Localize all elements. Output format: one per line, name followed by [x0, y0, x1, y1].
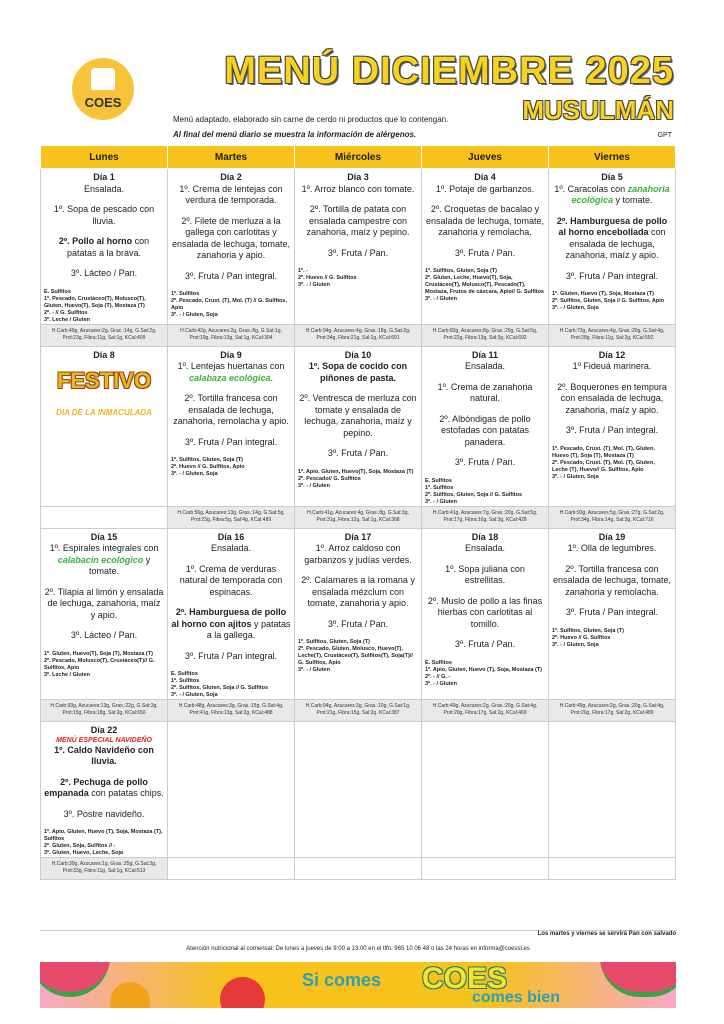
day-title: Día 18 — [471, 531, 499, 542]
day-menu — [295, 169, 421, 259]
dish-item: 3º. Fruta / Pan integral. — [184, 436, 278, 447]
day-title: Día 10 — [344, 349, 372, 360]
orange-icon — [110, 982, 150, 1008]
day-menu — [549, 347, 675, 437]
nutrition-cell — [295, 700, 422, 722]
nutrition-cell — [168, 324, 295, 346]
allergen-info: E. Sulfitos 1º. Sulfitos 2º. Sulfitos, Gluten, Soja // G. Sulfitos 3º. - / Gluten, Soja — [171, 671, 269, 698]
holiday-label: DIA DE LA INMACULADA — [56, 407, 152, 417]
nutrition-row — [41, 858, 676, 880]
nutrition-cell — [168, 858, 295, 880]
dish-item: 2º. Tortilla francesa con ensalada de lechuga, tomate, zanahoria y remolacha. — [552, 563, 672, 597]
coes-logo — [72, 58, 134, 120]
allergen-info: 1º. - 2º. Huevo // G. Sulfitos 3º. - / Gluten — [298, 268, 357, 288]
allergen-info: 1º. Sulfitos, Gluten, Soja (T) 2º. Pescado, Gluten, Molusco, Huevo(T), Leche(T), Crustáceo(T), Sulfitos(T), Soja(T)// G. Sulfitos, Apio 3º. - / Gluten — [298, 639, 413, 673]
dish-item: 2º. Pechuga de pollo empanada con patatas chips. — [44, 776, 164, 798]
day-cell — [549, 528, 676, 700]
day-title: Día 4 — [474, 172, 496, 182]
dish-item: 1º. Sopa de cocido con piñones de pasta. — [308, 361, 408, 383]
day-title: Día 17 — [344, 531, 372, 542]
banner-text-3: comes bien — [472, 989, 561, 1006]
dish-item: 2º. Ventresca de merluza con tomate y ensalada de lechuga, zanahoria, maíz y pepino. — [299, 393, 417, 438]
menu-table — [40, 145, 676, 880]
day-cell — [295, 722, 422, 858]
day-title: Día 9 — [220, 349, 242, 360]
day-cell — [422, 346, 549, 506]
nutrition-cell — [168, 700, 295, 722]
nutrition-info: H.Carb:41g, Azucares:4g, Gras.:8g, G.Sat:3g, Prot:31g, Fibra:12g, Sal:1g, KCal:368 — [295, 507, 421, 528]
dish-item: 2º. Tortilla francesa con ensalada de lechuga, zanahoria, remolacha y apio. — [173, 393, 289, 426]
menu-code: GPT — [657, 132, 672, 139]
day-title: Día 8 — [93, 349, 115, 360]
dish-item: 1º. Crema de verduras natural de temporada con espinacas. — [179, 563, 283, 597]
nutrition-info: H.Carb:49g, Azucares:2g, Gras.:20g, G.Sat:4g, Prot:20g, Fibra:17g, Sal:2g, KCal:489 — [549, 700, 675, 721]
day-cell — [295, 346, 422, 506]
nutrition-row — [41, 700, 676, 722]
watermelon-icon — [600, 962, 676, 997]
allergen-info: 1º. Apio, Gluten, Huevo (T), Soja, Mostaza (T), Sulfitos 2º. Gluten, Soja, Sulfitos // - 3º. Gluten, Huevo, Leche, Soja — [44, 829, 163, 856]
nutrition-cell — [422, 324, 549, 346]
dish-item: 3º. Fruta / Pan. — [327, 448, 389, 458]
dish-item: 1º. Sopa de pescado con lluvia. — [53, 204, 155, 226]
dish-item: 1º. Caldo Navideño con lluvia. — [54, 744, 154, 766]
dish-item: 1º. Arroz blanco con tomate. — [301, 183, 415, 194]
nutrition-cell — [422, 506, 549, 528]
nutrition-row — [41, 324, 676, 346]
watermelon-icon — [40, 962, 110, 997]
bread-note: Los martes y viernes se servirá Pan con salvado — [40, 930, 676, 945]
dish-item: 2º. Tilapia al limón y ensalada de lechuga, zanahoria, maíz y apio. — [44, 586, 164, 620]
dish-item: 3º. Fruta / Pan integral. — [184, 650, 278, 661]
nutrition-info: H.Carb:94g, Azucares:4g, Gras.:18g, G.Sat:2g, Prot:34g, Fibra:21g, Sal:1g, KCal:691 — [295, 325, 421, 346]
day-menu — [549, 529, 675, 619]
dish-item: 1º. Caracolas con zanahoria ecológica y tomate. — [554, 183, 670, 205]
dish-item: 2º. Filete de merluza a la gallega con carlotitas y ensalada de lechuga, tomate, zanahoria y apio. — [171, 215, 291, 260]
day-menu — [168, 529, 294, 663]
day-title: Día 12 — [598, 349, 626, 360]
day-title: Día 2 — [220, 172, 242, 182]
day-title: Día 19 — [598, 531, 626, 542]
apple-icon — [220, 977, 265, 1008]
dish-item: 2º. Hamburguesa de pollo al horno encebollada con ensalada de lechuga, zanahoria, maíz y apio. — [556, 215, 668, 260]
day-menu — [295, 529, 421, 631]
allergen-info: E. Sulfitos 1º. Sulfitos 2º. Sulfitos, Gluten, Soja // G. Sulfitos 3º. - / Gluten — [425, 477, 523, 505]
allergen-info: 1º. Gluten, Huevo (T), Soja, Mostaza (T) 2º. Sulfitos, Gluten, Soja // G. Sulfitos, Apio 3º. - / Gluten, Soja — [552, 291, 665, 311]
day-cell — [549, 722, 676, 858]
page-title: MENÚ DICIEMBRE 2025 — [224, 50, 674, 92]
menu-body — [41, 169, 676, 880]
dish-item: 3º. Fruta / Pan integral. — [565, 607, 659, 617]
dish-item: 3º. Fruta / Pan. — [454, 639, 516, 649]
nutrition-cell — [41, 700, 168, 722]
nutrition-cell — [295, 506, 422, 528]
day-menu — [41, 722, 167, 820]
banner-text-2: COES — [422, 962, 508, 995]
day-menu — [295, 347, 421, 460]
day-cell — [422, 722, 549, 858]
day-cell — [549, 346, 676, 506]
dish-item: Ensalada. — [210, 543, 252, 553]
nutrition-info: H.Carb:73g, Azucares:4g, Gras.:20g, G.Sat:4g, Prot:28g, Fibra:11g, Sal:2g, KCal:592 — [549, 325, 675, 346]
dish-item: 1º. Olla de legumbres. — [567, 543, 657, 553]
nutrition-cell — [295, 324, 422, 346]
weekday-header: Jueves — [422, 146, 549, 169]
day-cell — [168, 722, 295, 858]
allergen-info: 1º. Sulfitos 2º. Pescado, Crust. (T), Mol. (T) // G. Sulfitos, Apio 3º. - / Gluten, Soja — [171, 291, 287, 318]
dish-item: 2º. Muslo de pollo a las finas hierbas con carlotitas al tomillo. — [427, 595, 543, 629]
nutrition-cell — [422, 700, 549, 722]
nutrition-cell — [41, 858, 168, 880]
banner-text-1: Si comes — [302, 970, 382, 990]
nutrition-info: H.Carb:93g, Azucares:5g, Gras.:27g, G.Sat:2g, Prot:34g, Fibra:14g, Sal:2g, KCal:716 — [549, 507, 675, 528]
nutrition-info: H.Carb:49g, Azucares:2g, Gras.:20g, G.Sat:4g, Prot:20g, Fibra:17g, Sal:2g, KCal:469 — [422, 700, 548, 721]
nutrition-info: H.Carb:48g, Azucares:3g, Gras.:15g, G.Sat:4g, Prot:41g, Fibra:13g, Sal:2g, KCal:488 — [168, 700, 294, 721]
dish-item: 1º. Lentejas huertanas con calabaza ecológica. — [177, 361, 285, 383]
day-cell — [168, 169, 295, 325]
weekday-header-row — [41, 146, 676, 169]
allergen-info: 1º. Apio, Gluten, Huevo(T), Soja, Mostaza (T) 2º. Pescado// G. Sulfitos 3º. - / Gluten — [298, 468, 414, 489]
allergen-info: E. Sulfitos 1º. Apio, Gluten, Huevo (T), Soja, Mostaza (T) 2º. - // G. - 3º. - / Gluten — [425, 659, 543, 687]
nutrition-cell — [168, 506, 295, 528]
day-menu — [168, 347, 294, 449]
nutrition-info: H.Carb:94g, Azucares:3g, Gras.:10g, G.Sat:1g, Prot:21g, Fibra:15g, Sal:2g, KCal:387 — [295, 700, 421, 721]
dish-item: 1º. Crema de zanahoria natural. — [437, 381, 533, 403]
day-menu — [422, 169, 548, 259]
logo-text: COES — [84, 95, 122, 110]
weekday-header: Viernes — [549, 146, 676, 169]
allergen-info: 1º. Gluten, Huevo(T), Soja (T), Mostaza (T) 2º. Pescado, Molusco(T), Crustáceo(T)// G. Sulfitos, Apio 3º. Leche / Gluten — [44, 650, 155, 678]
week-row — [41, 528, 676, 700]
festivo-label: FESTIVO — [56, 368, 152, 393]
nutrition-info: H.Carb:41g, Azucares:7g, Gras.:20g, G.Sat:5g, Prot:17g, Fibra:16g, Sal:3g, KCal:428 — [422, 507, 548, 528]
dish-item: 2º. Albóndigas de pollo estofadas con patatas panadera. — [439, 413, 531, 447]
dish-item: 3º. Lácteo / Pan. — [70, 268, 138, 278]
nutrition-cell — [549, 700, 676, 722]
weekday-header: Miércoles — [295, 146, 422, 169]
weekday-header: Martes — [168, 146, 295, 169]
house-icon — [91, 68, 115, 90]
nutrition-cell — [295, 858, 422, 880]
dish-item: 2º. Hamburguesa de pollo al horno con ajitos y patatas a la gallega. — [171, 607, 291, 640]
nutrition-info: H.Carb:93g, Azucares:13g, Gras.:22g, G.Sat:3g, Prot:15g, Fibra:18g, Sal:2g, KCal:650 — [41, 700, 167, 721]
attention-note: Atención nutricional al comensal: De lunes a jueves de 9:00 a 13:00 en el tlfn. 965 10 06 48 o las 24 horas en informa@coessl.es — [186, 946, 530, 952]
dish-item: 1º Fideuá marinera. — [572, 361, 652, 371]
week-row — [41, 169, 676, 325]
allergen-info: 1º. Sulfitos, Gluten, Soja (T) 2º. Huevo // G. Sulfitos, Apio 3º. - / Gluten, Soja — [171, 457, 245, 477]
day-cell — [295, 169, 422, 325]
nutrition-info: H.Carb:39g, Azucares:1g, Gras.:25g, G.Sat:3g, Prot:33g, Fibra:11g, Sal:1g, KCal:513 — [41, 858, 167, 879]
day-title: Día 3 — [347, 172, 369, 182]
nutrition-cell — [422, 858, 549, 880]
day-cell — [168, 528, 295, 700]
dish-item: 3º. Fruta / Pan integral. — [184, 270, 278, 281]
day-menu — [549, 169, 675, 282]
day-cell — [41, 346, 168, 506]
dish-item: 3º. Postre navideño. — [63, 808, 145, 819]
day-title: Día 22 — [90, 725, 118, 735]
menu-note: Menú adaptado, elaborado sin carne de cerdo ni productos que lo contengan. — [173, 115, 449, 124]
dish-item: Ensalada. — [464, 361, 506, 371]
nutrition-info: H.Carb:83g, Azucares:8g, Gras.:29g, G.Sat:5g, Prot:22g, Fibra:13g, Sal:3g, KCal:692 — [422, 325, 548, 346]
nutrition-info: H.Carb:49g, Azucares:2g, Grас.:14g, G.Sat:2g, Prot:23g, Fibra:11g, Sal:1g, KCal:409 — [41, 325, 167, 346]
footer-banner — [40, 962, 676, 1008]
dish-item: 3º. Lácteo / Pan. — [70, 630, 138, 640]
day-menu — [41, 529, 167, 642]
week-row — [41, 722, 676, 858]
day-menu — [41, 169, 167, 280]
day-cell — [422, 528, 549, 700]
day-cell — [41, 528, 168, 700]
dish-item: 1º. Crema de lentejas con verdura de temporada. — [179, 183, 283, 205]
day-title: Día 15 — [90, 531, 118, 542]
dish-item: 1º. Sopa juliana con estrellitas. — [445, 563, 525, 585]
weekday-header: Lunes — [41, 146, 168, 169]
day-cell — [295, 528, 422, 700]
special-menu-label: MENÚ ESPECIAL NAVIDEÑO — [56, 736, 152, 744]
dish-item: 3º. Fruta / Pan. — [327, 618, 389, 629]
allergen-info: 1º. Sulfitos, Gluten, Soja (T) 2º. Huevo // G. Sulfitos 3º. - / Gluten, Soja — [552, 627, 624, 648]
dish-item: 3º. Fruta / Pan. — [454, 457, 516, 467]
dish-item: 1º. Arroz caldoso con garbanzos y judías verdes. — [304, 543, 412, 565]
nutrition-cell — [41, 324, 168, 346]
dish-item: 3º. Fruta / Pan. — [454, 247, 516, 258]
dish-item: 2º. Calamares a la romana y ensalada mézclum con tomate, zanahoria y apio. — [301, 575, 415, 608]
dish-item: 1º. Espirales integrales con calabacín ecológico y tomate. — [49, 543, 159, 576]
nutrition-info-empty — [41, 507, 167, 528]
dish-item: 2º. Croquetas de bacalao y ensalada de lechuga, tomate, zanahoria y remolacha. — [425, 204, 545, 237]
dish-item: 2º. Tortilla de patata con ensalada campestre con zanahoria, maíz y pepino. — [306, 204, 410, 237]
day-cell — [422, 169, 549, 325]
allergen-info: E. Sulfitos 1º. Pescado, Crustáceo(T), Molusco(T), Gluten, Huevo(T), Soja (T), Mostaza (T) 2º. - // G. Sulfitos 3º. Leche / Gluten — [44, 288, 146, 323]
nutrition-cell — [549, 324, 676, 346]
day-title: Día 5 — [601, 172, 623, 182]
day-menu — [422, 529, 548, 651]
dish-item: Ensalada. — [83, 183, 125, 194]
dish-item: 3º. Fruta / Pan. — [327, 247, 389, 258]
day-cell — [41, 722, 168, 858]
nutrition-row — [41, 506, 676, 528]
dish-item: 3º. Fruta / Pan integral. — [565, 425, 659, 435]
nutrition-info: H.Carb:56g, Azucares:13g, Gras.:14g, G.Sat:5g, Prot:23g, Fibra:5g, Sal:4g, KCal:489 — [168, 507, 294, 528]
nutrition-info: H.Carb:42g, Azucares:2g, Gras.:8g, G.Sat:1g, Prot:19g, Fibra:13g, Sal:1g, KCal:304 — [168, 325, 294, 346]
allergen-note: Al final del menú diario se muestra la información de alérgenos. — [173, 130, 417, 139]
nutrition-cell — [41, 506, 168, 528]
day-cell — [549, 169, 676, 325]
day-cell — [168, 346, 295, 506]
dish-item: 2º. Pollo al horno con patatas a la brava. — [58, 236, 150, 258]
allergen-info: 1º. Pescado, Crust. (T), Mol. (T), Gluten, Huevo (T), Soja (T), Mostaza (T) 2º. Pescado, Crust. (T), Mol. (T), Gluten, Leche (T), Huevo// G. Sulfitos, Apio 3º. - / Gluten, Soja — [552, 445, 655, 480]
day-title: Día 11 — [471, 349, 499, 360]
day-menu — [422, 347, 548, 469]
dish-item: 1º. Potaje de garbanzos. — [435, 183, 535, 194]
header — [40, 40, 684, 145]
nutrition-cell — [549, 858, 676, 880]
day-title: Día 1 — [93, 172, 115, 182]
dish-item: Ensalada. — [464, 543, 506, 553]
page-subtitle: MUSULMÁN — [522, 95, 674, 125]
dish-item: 2º. Boquerones en tempura con ensalada de lechuga, zanahoria, maíz y apio. — [557, 381, 667, 415]
allergen-info: 1º. Sulfitos, Gluten, Soja (T) 2º. Gluten, Leche, Huevo(T), Soja, Crustáceo(T), Molusco(T), Pescado(T), Mostaza, Frutos de cáscara, Apio// G. Sulfitos 3º. - / Gluten — [425, 268, 544, 302]
dish-item: 3º. Fruta / Pan integral. — [565, 270, 659, 281]
day-title: Día 16 — [217, 531, 245, 542]
nutrition-cell — [549, 506, 676, 528]
day-cell — [41, 169, 168, 325]
week-row — [41, 346, 676, 506]
day-menu — [41, 347, 167, 419]
day-menu — [168, 169, 294, 282]
